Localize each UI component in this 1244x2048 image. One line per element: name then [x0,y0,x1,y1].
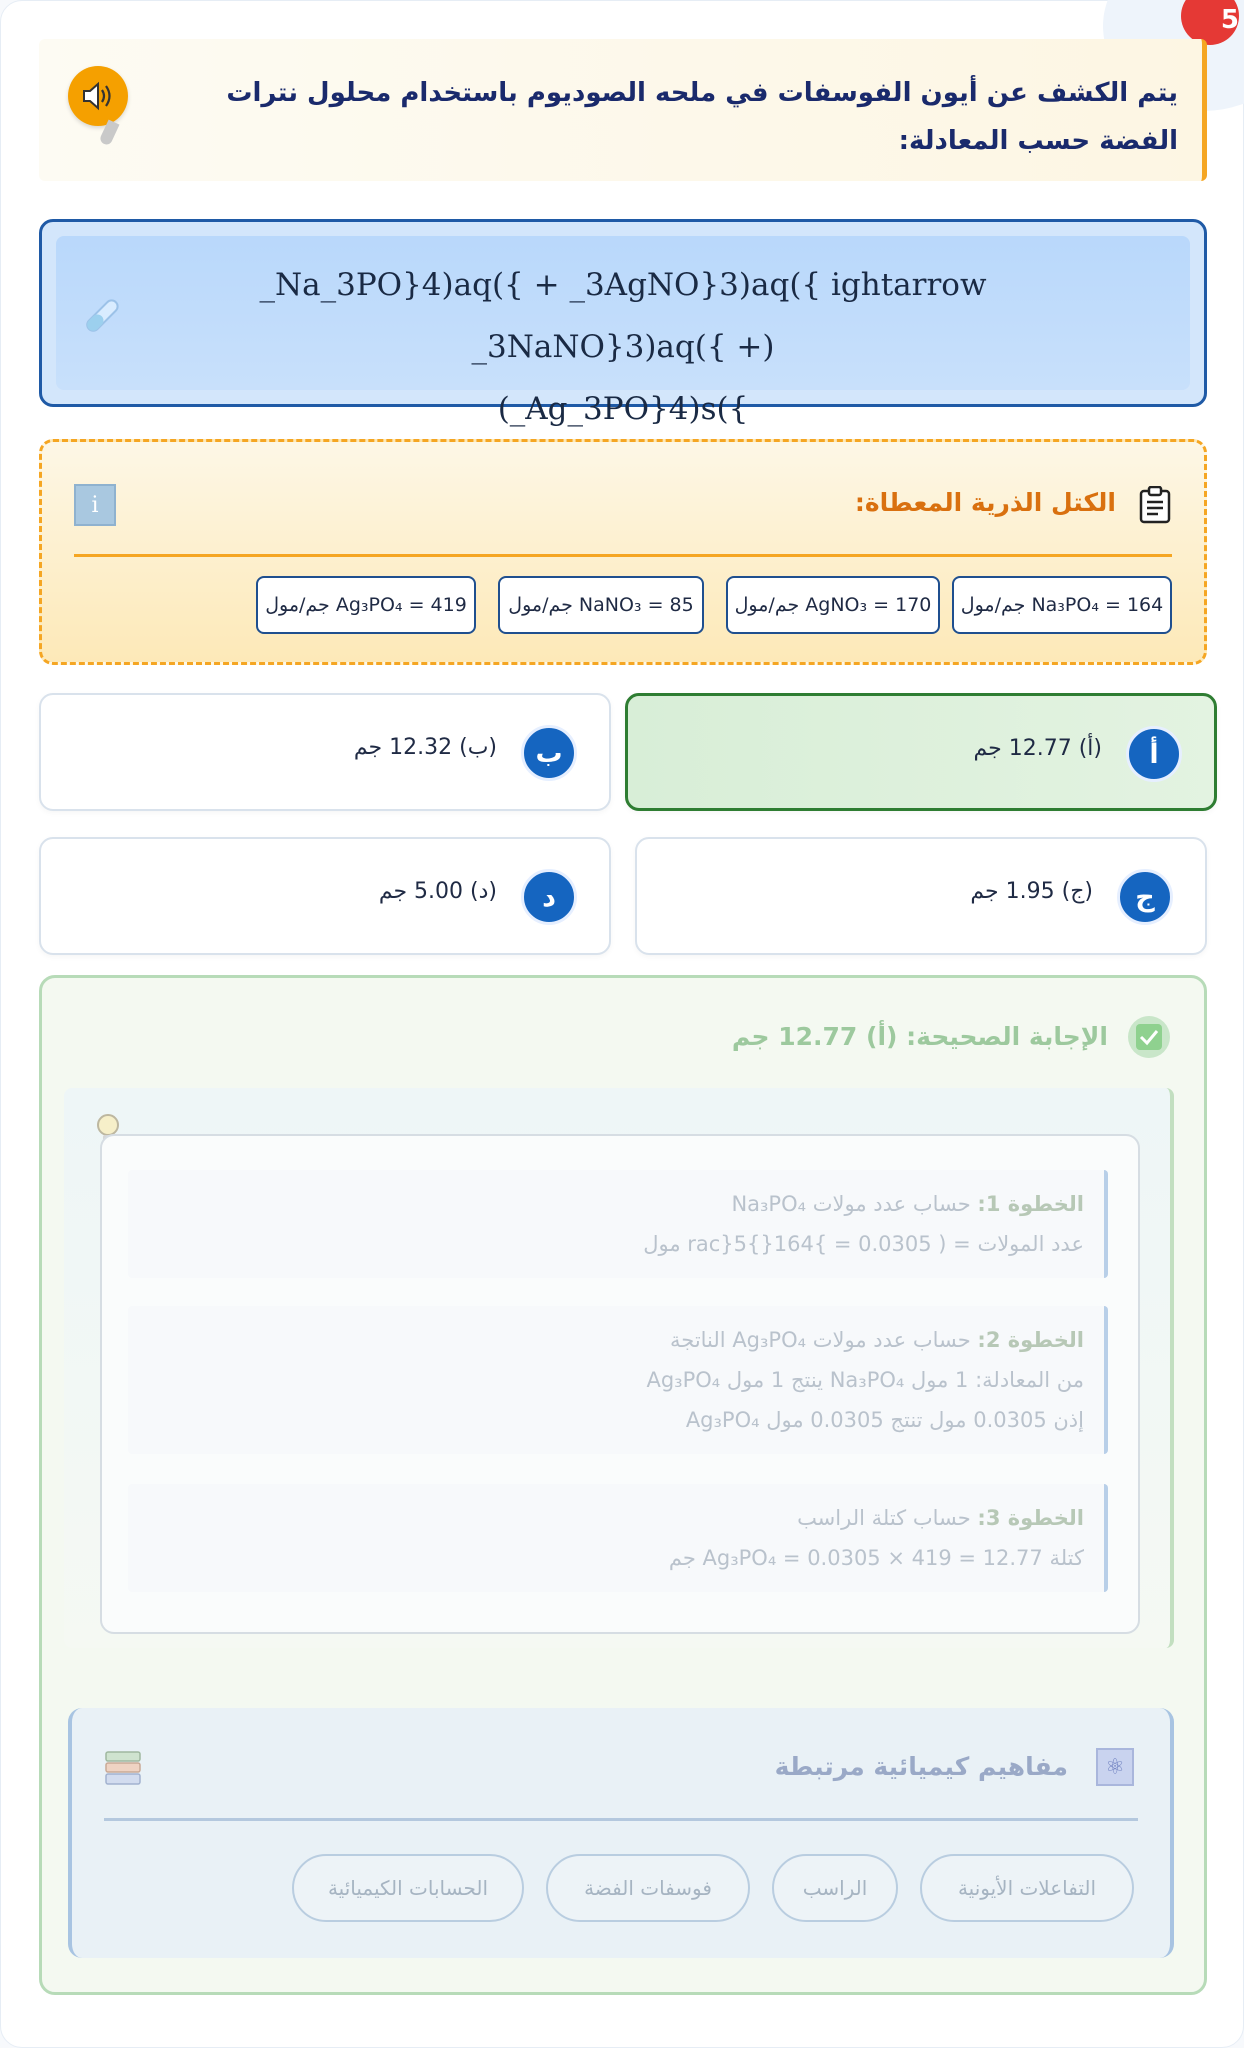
mass-chip: NaNO₃ = 85 جم/مول [498,576,704,634]
option-d-badge: د [521,869,577,925]
equation-line-2: (_Ag_3PO}4)s({ [497,391,749,427]
info-icon[interactable]: i [74,484,116,526]
option-d-text: (د) 5.00 جم [378,879,497,904]
step-3-label: الخطوة 3: [977,1506,1084,1530]
atomic-masses-panel [39,439,1207,665]
related-concepts [68,1708,1174,1958]
speaker-icon [81,81,115,111]
question-number-badge: 5 [1181,0,1239,45]
option-c-text: (ج) 1.95 جم [970,879,1093,904]
option-c-badge: ج [1117,869,1173,925]
equation-line-1: _Na_3PO}4)aq({ + _3AgNO}3)aq({ ightarrow _3NaNO}3)aq({ +) [259,267,987,365]
question-text: يتم الكشف عن أيون الفوسفات في ملحه الصوديوم باستخدام محلول نترات الفضة حسب المعادلة: [226,78,1178,156]
option-b[interactable] [39,693,611,811]
step-3-title: حساب كتلة الراسب [797,1506,971,1530]
mass-chip: AgNO₃ = 170 جم/مول [726,576,940,634]
concept-tag[interactable]: فوسفات الفضة [546,1854,750,1922]
question-header [39,39,1207,181]
equation-box [39,219,1207,427]
step-3-line-1: كتلة Ag₃PO₄ = 0.0305 × 419 = 12.77 جم [668,1546,1084,1570]
correct-answer-heading: الإجابة الصحيحة: (أ) 12.77 جم [731,1022,1108,1051]
step-1-title: حساب عدد مولات Na₃PO₄ [731,1192,971,1216]
test-tube-icon [76,292,126,342]
step-1-line-1: عدد المولات = ( rac}5{}164{ = 0.0305 مول [643,1232,1084,1256]
option-a[interactable] [625,693,1217,811]
related-concepts-title: مفاهيم كيميائية مرتبطة [774,1752,1068,1781]
atomic-masses-title: الكتل الذرية المعطاة: [854,488,1116,517]
step-2-label: الخطوة 2: [977,1328,1084,1352]
speaker-button[interactable] [68,66,128,126]
option-c[interactable] [635,837,1207,955]
option-b-text: (ب) 12.32 جم [353,735,497,760]
chemical-equation [146,254,1100,440]
concept-tag[interactable]: الراسب [772,1854,898,1922]
step-2-line-2: إذن 0.0305 مول تنتج 0.0305 مول Ag₃PO₄ [685,1408,1084,1432]
option-a-badge: أ [1126,726,1182,782]
check-icon [1128,1016,1170,1058]
answer-panel [39,975,1207,1995]
atom-icon: ⚛ [1096,1748,1134,1786]
concept-tag[interactable]: التفاعلات الأيونية [920,1854,1134,1922]
option-b-badge: ب [521,725,577,781]
divider [74,554,1172,557]
step-1-label: الخطوة 1: [977,1192,1084,1216]
solution-step-1 [128,1170,1108,1278]
mass-chip: Ag₃PO₄ = 419 جم/مول [256,576,476,634]
clipboard-icon [1138,486,1172,524]
option-a-text: (أ) 12.77 جم [973,736,1102,761]
mass-chip: Na₃PO₄ = 164 جم/مول [952,576,1172,634]
solution-step-2 [128,1306,1108,1454]
option-d[interactable] [39,837,611,955]
step-2-line-1: من المعادلة: 1 مول Na₃PO₄ ينتج 1 مول Ag₃PO₄ [646,1368,1084,1392]
concept-tag[interactable]: الحسابات الكيميائية [292,1854,524,1922]
explanation-card [100,1134,1140,1634]
step-2-title: حساب عدد مولات Ag₃PO₄ الناتجة [670,1328,971,1352]
books-icon [104,1748,142,1788]
divider [104,1818,1138,1821]
solution-step-3 [128,1484,1108,1592]
